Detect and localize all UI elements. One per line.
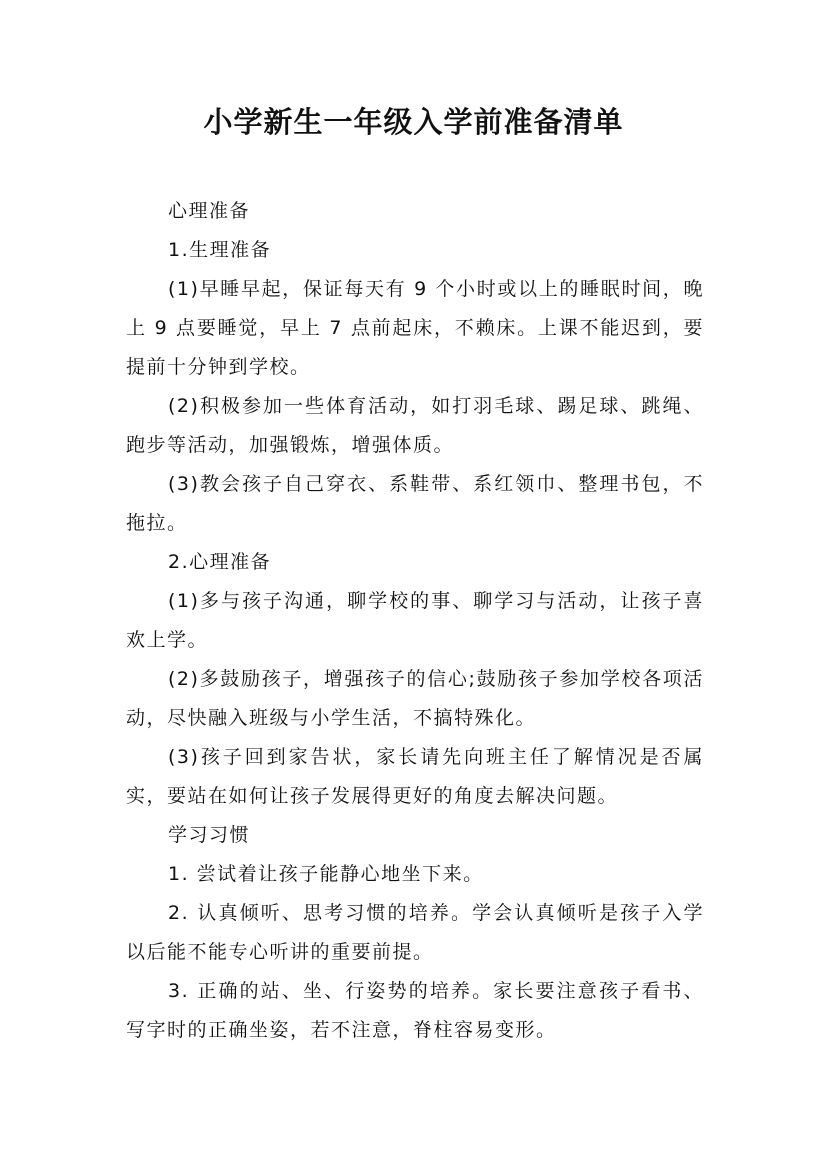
paragraph-posture-habits: 3. 正确的站、坐、行姿势的培养。家长要注意孩子看书、写字时的正确坐姿，若不注意，脊柱容易变形。 (126, 980, 704, 1041)
section-heading-psychological-preparation: 心理准备 (168, 200, 251, 222)
paragraph-sleep-schedule: (1)早睡早起，保证每天有 9 个小时或以上的睡眠时间，晚上 9 点要睡觉，早上 7 点前起床，不赖床。上课不能迟到，要提前十分钟到学校。 (126, 278, 704, 378)
paragraph-encouragement: (2)多鼓励孩子，增强孩子的信心;鼓励孩子参加学校各项活动，尽快融入班级与小学生活，不搞特殊化。 (126, 668, 704, 729)
paragraph-self-care-skills: (3)教会孩子自己穿衣、系鞋带、系红领巾、整理书包，不拖拉。 (126, 473, 704, 534)
subheading-physical-preparation: 1.生理准备 (168, 239, 272, 261)
subheading-mental-preparation: 2.心理准备 (168, 551, 272, 573)
paragraph-communication: (1)多与孩子沟通，聊学校的事、聊学习与活动，让孩子喜欢上学。 (126, 590, 704, 651)
paragraph-complaints-handling: (3)孩子回到家告状，家长请先向班主任了解情况是否属实，要站在如何让孩子发展得更好的角度去解决问题。 (126, 746, 704, 807)
paragraph-listening-habits: 2. 认真倾听、思考习惯的培养。学会认真倾听是孩子入学以后能不能专心听讲的重要前提。 (126, 902, 704, 963)
section-heading-study-habits: 学习习惯 (168, 824, 251, 846)
document-body (126, 192, 704, 1050)
paragraph-sports-activities: (2)积极参加一些体育活动，如打羽毛球、踢足球、跳绳、跑步等活动，加强锻炼，增强体质。 (126, 395, 704, 456)
paragraph-sit-calmly: 1. 尝试着让孩子能静心地坐下来。 (168, 863, 484, 885)
document-title: 小学新生一年级入学前准备清单 (203, 105, 624, 139)
